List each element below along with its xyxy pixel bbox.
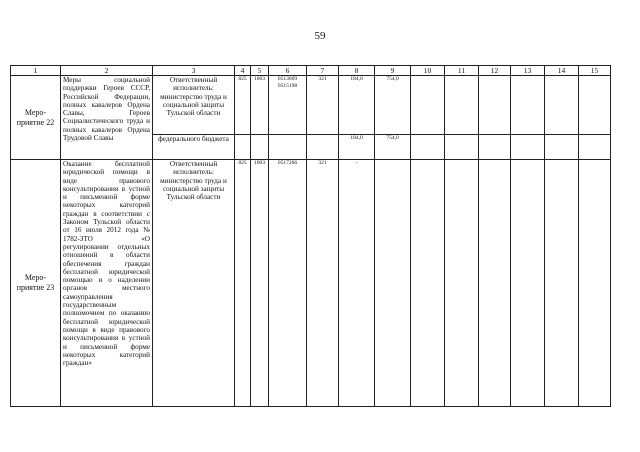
header-cell: 13 <box>511 66 545 76</box>
empty-cell <box>445 76 479 135</box>
event22-c4: 825 <box>235 76 251 135</box>
empty-cell <box>251 135 269 160</box>
header-cell: 11 <box>445 66 479 76</box>
empty-cell <box>579 160 611 407</box>
event23-c8: - <box>339 160 375 407</box>
event23-executor: Ответственный исполнитель: министерство труда и социальной защиты Тульской области <box>153 160 235 407</box>
event22-c7: 321 <box>307 76 339 135</box>
empty-cell <box>479 76 511 135</box>
empty-cell <box>269 135 307 160</box>
header-cell: 8 <box>339 66 375 76</box>
table-row <box>11 76 611 135</box>
empty-cell <box>411 135 445 160</box>
header-cell: 15 <box>579 66 611 76</box>
header-cell: 3 <box>153 66 235 76</box>
empty-cell <box>545 76 579 135</box>
empty-cell <box>511 135 545 160</box>
event23-c6: 0517266 <box>269 160 307 407</box>
header-cell: 12 <box>479 66 511 76</box>
table-row <box>11 160 611 407</box>
empty-cell <box>511 76 545 135</box>
event23-c7: 321 <box>307 160 339 407</box>
empty-cell <box>445 135 479 160</box>
page-number: 59 <box>314 30 326 42</box>
event22-executor: Ответственный исполнитель: министерство труда и социальной защиты Тульской области <box>153 76 235 135</box>
header-row <box>11 66 611 76</box>
event22-c5: 1003 <box>251 76 269 135</box>
event22-label: Меро- приятие 22 <box>11 76 61 160</box>
event23-label: Меро- приятие 23 <box>11 160 61 407</box>
empty-cell <box>579 135 611 160</box>
empty-cell <box>411 160 445 407</box>
header-cell: 10 <box>411 66 445 76</box>
event22-c9: 754,0 <box>375 76 411 135</box>
header-cell: 9 <box>375 66 411 76</box>
empty-cell <box>445 160 479 407</box>
header-cell: 7 <box>307 66 339 76</box>
empty-cell <box>479 160 511 407</box>
header-cell: 1 <box>11 66 61 76</box>
header-cell: 5 <box>251 66 269 76</box>
header-cell: 14 <box>545 66 579 76</box>
header-cell: 2 <box>61 66 153 76</box>
empty-cell <box>411 76 445 135</box>
budget-table <box>10 65 611 407</box>
empty-cell <box>235 135 251 160</box>
empty-cell <box>511 160 545 407</box>
event23-description: Оказание бесплатной юридической помощи в виде правового консультирования в устной и письменной форме некоторых категорий граждан в соответствии с Законом Тульской области от 16 июля 2012 года № 1782-ЗТО «О регулировании отдельных отношений в области обеспечения граждан бесплатной юридической помощью и о наделении органов местного самоуправления государственным полномочием по оказанию бесплатной юридической помощи в виде правового консультирования в устной и письменной форме некоторых категорий граждан» <box>61 160 153 407</box>
event22-c6: 0513009 0515198 <box>269 76 307 135</box>
empty-cell <box>579 76 611 135</box>
event22-federal-c8: 184,0 <box>339 135 375 160</box>
event22-federal-executor: федерального бюджета <box>153 135 235 160</box>
event22-description: Меры социальной поддержки Героев СССР, Российской Федерации, полных кавалеров Ордена Славы, Героев Социалистического труда и полных кавалеров Ордена Трудовой Славы <box>61 76 153 160</box>
event22-c8: 184,0 <box>339 76 375 135</box>
empty-cell <box>545 160 579 407</box>
empty-cell <box>545 135 579 160</box>
empty-cell <box>307 135 339 160</box>
event23-c5: 1003 <box>251 160 269 407</box>
empty-cell <box>375 160 411 407</box>
header-cell: 4 <box>235 66 251 76</box>
header-cell: 6 <box>269 66 307 76</box>
event23-c4: 825 <box>235 160 251 407</box>
event22-federal-c9: 754,0 <box>375 135 411 160</box>
empty-cell <box>479 135 511 160</box>
